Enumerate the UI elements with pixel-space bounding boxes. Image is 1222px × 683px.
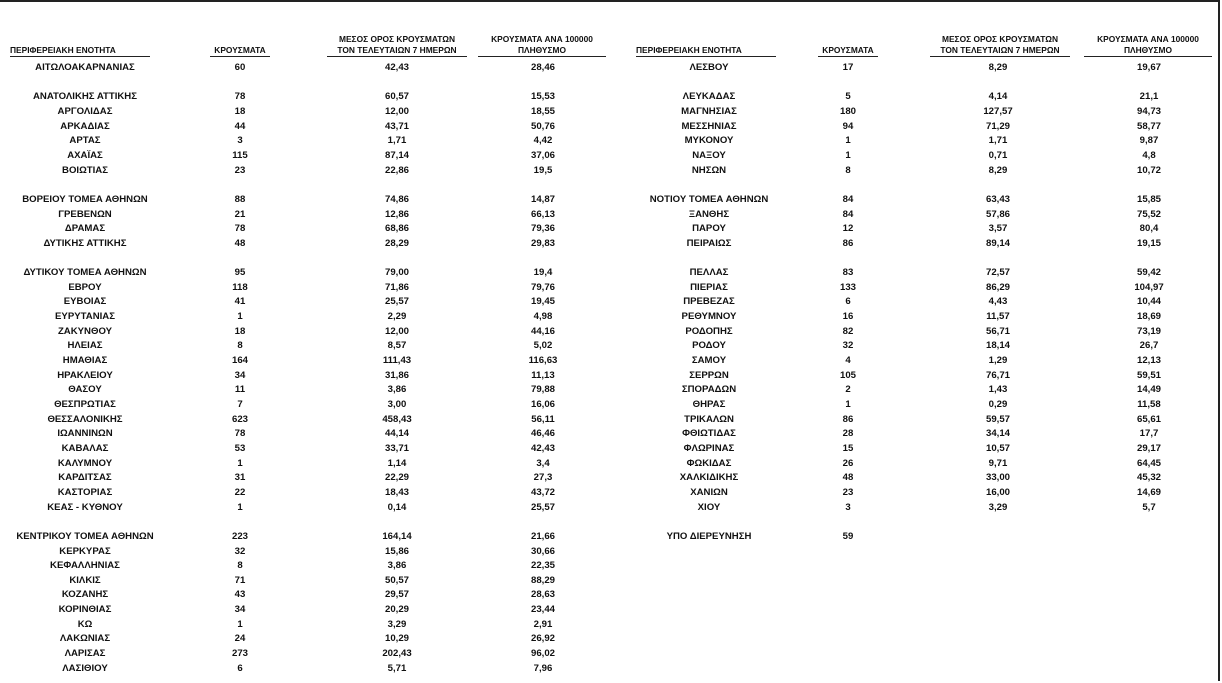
region-name-cell: ΡΟΔΟΥ bbox=[692, 340, 726, 352]
per100k-cell: 16,06 bbox=[530, 398, 555, 410]
avg-7day-cell: 12,00 bbox=[384, 106, 409, 117]
region-name-cell: ΚΕΝΤΡΙΚΟΥ ΤΟΜΕΑ ΑΘΗΝΩΝ bbox=[16, 530, 154, 542]
region-name-cell: ΚΕΑΣ - ΚΥΘΝΟΥ bbox=[47, 501, 123, 513]
avg-7day-cell: 0,71 bbox=[988, 149, 1008, 161]
cases-cell: 164 bbox=[231, 355, 248, 366]
per100k-cell: 14,49 bbox=[1136, 384, 1161, 396]
avg-7day-cell: 71,29 bbox=[985, 120, 1010, 132]
avg-7day-cell: 12,00 bbox=[384, 325, 409, 337]
region-name-cell: ΥΠΟ ΔΙΕΡΕΥΝΗΣΗ bbox=[666, 530, 752, 542]
region-name-cell: ΘΕΣΠΡΩΤΙΑΣ bbox=[54, 398, 116, 410]
avg-7day-cell: 29,57 bbox=[384, 589, 409, 601]
region-name-cell: ΑΙΤΩΛΟΑΚΑΡΝΑΝΙΑΣ bbox=[35, 62, 135, 73]
region-name-cell: ΚΟΖΑΝΗΣ bbox=[61, 589, 109, 601]
header-per100k-left-line2: ΠΛΗΘΥΣΜΟ bbox=[478, 45, 606, 57]
per100k-cell: 28,46 bbox=[530, 62, 555, 73]
avg-7day-cell: 10,29 bbox=[384, 633, 409, 645]
per100k-cell: 45,32 bbox=[1136, 472, 1161, 484]
per100k-cell: 21,1 bbox=[1139, 91, 1159, 103]
cases-cell: 118 bbox=[232, 281, 248, 293]
region-name-cell: ΛΑΚΩΝΙΑΣ bbox=[59, 633, 111, 645]
avg-7day-cell: 57,86 bbox=[985, 208, 1010, 220]
avg-7day-cell: 164,14 bbox=[382, 530, 412, 542]
per100k-cell: 21,66 bbox=[530, 530, 555, 542]
cases-cell: 21 bbox=[234, 208, 246, 220]
cases-cell: 11 bbox=[234, 384, 246, 396]
per100k-cell: 9,87 bbox=[1139, 135, 1159, 147]
region-name-cell: ΝΗΣΩΝ bbox=[691, 164, 727, 176]
region-name-cell: ΕΥΒΟΙΑΣ bbox=[63, 296, 107, 308]
region-name-cell: ΧΑΝΙΩΝ bbox=[690, 486, 728, 498]
per100k-cell: 58,77 bbox=[1136, 120, 1161, 132]
avg-7day-cell: 25,57 bbox=[384, 296, 409, 308]
cases-cell: 105 bbox=[839, 369, 856, 381]
avg-7day-cell: 111,43 bbox=[382, 355, 412, 366]
region-name-cell: ΔΡΑΜΑΣ bbox=[64, 223, 106, 235]
region-name-cell: ΜΕΣΣΗΝΙΑΣ bbox=[681, 120, 737, 132]
region-name-cell: ΦΛΩΡΙΝΑΣ bbox=[683, 442, 735, 454]
region-name-cell: ΚΑΒΑΛΑΣ bbox=[61, 442, 109, 454]
per100k-cell: 88,29 bbox=[530, 574, 555, 586]
cases-cell: 82 bbox=[842, 325, 854, 337]
avg-7day-cell: 56,71 bbox=[985, 325, 1010, 337]
cases-cell: 60 bbox=[234, 62, 246, 73]
avg-7day-cell: 28,29 bbox=[384, 237, 409, 249]
cases-cell: 41 bbox=[234, 296, 246, 308]
cases-cell: 1 bbox=[845, 398, 851, 410]
region-name-cell: ΞΑΝΘΗΣ bbox=[688, 208, 730, 220]
cases-cell: 59 bbox=[842, 530, 854, 542]
cases-cell: 43 bbox=[234, 589, 246, 601]
region-name-cell: ΘΑΣΟΥ bbox=[68, 384, 102, 396]
avg-7day-cell: 4,43 bbox=[988, 296, 1008, 308]
per100k-cell: 10,44 bbox=[1136, 296, 1161, 308]
avg-7day-cell: 1,71 bbox=[387, 135, 407, 147]
cases-cell: 78 bbox=[234, 223, 246, 235]
cases-cell: 1 bbox=[845, 149, 851, 161]
cases-cell: 12 bbox=[842, 223, 854, 235]
region-name-cell: ΕΒΡΟΥ bbox=[68, 281, 102, 293]
region-name-cell: ΗΡΑΚΛΕΙΟΥ bbox=[57, 369, 113, 381]
cases-cell: 2 bbox=[845, 384, 851, 396]
region-name-cell: ΔΥΤΙΚΟΥ ΤΟΜΕΑ ΑΘΗΝΩΝ bbox=[23, 267, 147, 279]
avg-7day-cell: 79,00 bbox=[384, 267, 409, 279]
per100k-cell: 3,4 bbox=[536, 457, 550, 469]
region-name-cell: ΙΩΑΝΝΙΝΩΝ bbox=[57, 428, 113, 440]
per100k-cell: 66,13 bbox=[530, 208, 555, 220]
cases-cell: 3 bbox=[845, 501, 851, 513]
avg-7day-cell: 8,57 bbox=[387, 340, 407, 352]
per100k-cell: 37,06 bbox=[530, 149, 555, 161]
per100k-cell: 42,43 bbox=[530, 442, 555, 454]
cases-cell: 3 bbox=[237, 135, 243, 147]
per100k-cell: 15,85 bbox=[1136, 193, 1161, 205]
per100k-cell: 75,52 bbox=[1136, 208, 1161, 220]
per100k-cell: 29,17 bbox=[1136, 442, 1161, 454]
cases-cell: 133 bbox=[839, 281, 856, 293]
per100k-cell: 46,46 bbox=[530, 428, 555, 440]
avg-7day-cell: 16,00 bbox=[985, 486, 1010, 498]
region-name-cell: ΚΙΛΚΙΣ bbox=[69, 574, 101, 586]
cases-cell: 273 bbox=[231, 648, 248, 659]
per100k-cell: 26,92 bbox=[530, 633, 555, 645]
region-name-cell: ΖΑΚΥΝΘΟΥ bbox=[57, 325, 113, 337]
header-per100k-right-line1: ΚΡΟΥΣΜΑΤΑ ΑΝΑ 100000 bbox=[1097, 34, 1199, 44]
avg-7day-cell: 87,14 bbox=[384, 149, 409, 161]
header-avg-left-line1: ΜΕΣΟΣ ΟΡΟΣ ΚΡΟΥΣΜΑΤΩΝ bbox=[338, 34, 455, 44]
avg-7day-cell: 127,57 bbox=[983, 106, 1013, 117]
header-per100k-right-line2: ΠΛΗΘΥΣΜΟ bbox=[1084, 45, 1212, 57]
region-name-cell: ΚΑΣΤΟΡΙΑΣ bbox=[57, 486, 113, 498]
cases-cell: 1 bbox=[845, 135, 851, 147]
cases-cell: 48 bbox=[234, 237, 246, 249]
per100k-cell: 15,53 bbox=[530, 91, 555, 103]
region-name-cell: ΡΕΘΥΜΝΟΥ bbox=[681, 311, 737, 323]
per100k-cell: 25,57 bbox=[530, 501, 555, 513]
cases-cell: 7 bbox=[237, 398, 243, 410]
region-name-cell: ΒΟΙΩΤΙΑΣ bbox=[62, 164, 108, 176]
cases-cell: 78 bbox=[234, 428, 246, 440]
avg-7day-cell: 3,86 bbox=[387, 384, 407, 396]
cases-cell: 28 bbox=[842, 428, 854, 440]
avg-7day-cell: 1,43 bbox=[988, 384, 1008, 396]
cases-cell: 86 bbox=[842, 237, 854, 249]
cases-cell: 223 bbox=[231, 530, 248, 542]
avg-7day-cell: 9,71 bbox=[988, 457, 1008, 469]
per100k-cell: 4,42 bbox=[533, 135, 553, 147]
cases-cell: 31 bbox=[234, 472, 246, 484]
cases-cell: 17 bbox=[842, 62, 854, 73]
region-name-cell: ΛΕΣΒΟΥ bbox=[689, 62, 729, 73]
per100k-cell: 79,76 bbox=[530, 281, 555, 293]
region-name-cell: ΛΕΥΚΑΔΑΣ bbox=[682, 91, 736, 103]
header-avg-left-line2: ΤΟΝ ΤΕΛΕΥΤΑΙΩΝ 7 ΗΜΕΡΩΝ bbox=[327, 45, 467, 57]
per100k-cell: 19,67 bbox=[1136, 62, 1161, 73]
cases-cell: 48 bbox=[842, 472, 854, 484]
per100k-cell: 17,7 bbox=[1139, 428, 1159, 440]
cases-cell: 16 bbox=[842, 311, 854, 323]
avg-7day-cell: 71,86 bbox=[384, 281, 409, 293]
cases-cell: 8 bbox=[237, 340, 243, 352]
region-name-cell: ΜΥΚΟΝΟΥ bbox=[684, 135, 734, 147]
avg-7day-cell: 86,29 bbox=[985, 281, 1010, 293]
avg-7day-cell: 4,14 bbox=[988, 91, 1008, 103]
per100k-cell: 96,02 bbox=[530, 648, 555, 659]
cases-cell: 44 bbox=[234, 120, 246, 132]
avg-7day-cell: 1,14 bbox=[387, 457, 407, 469]
per100k-cell: 11,58 bbox=[1137, 398, 1161, 410]
per100k-cell: 30,66 bbox=[530, 545, 555, 557]
avg-7day-cell: 20,29 bbox=[384, 604, 409, 616]
cases-cell: 34 bbox=[234, 604, 246, 616]
cases-cell: 88 bbox=[234, 193, 246, 205]
region-name-cell: ΧΑΛΚΙΔΙΚΗΣ bbox=[679, 472, 739, 484]
avg-7day-cell: 3,29 bbox=[387, 618, 407, 630]
avg-7day-cell: 34,14 bbox=[985, 428, 1010, 440]
per100k-cell: 116,63 bbox=[528, 355, 558, 366]
per100k-cell: 29,83 bbox=[530, 237, 555, 249]
per100k-cell: 19,4 bbox=[533, 267, 553, 279]
per100k-cell: 11,13 bbox=[531, 369, 555, 381]
cases-cell: 22 bbox=[234, 486, 246, 498]
header-avg-right-line1: ΜΕΣΟΣ ΟΡΟΣ ΚΡΟΥΣΜΑΤΩΝ bbox=[941, 34, 1058, 44]
avg-7day-cell: 18,14 bbox=[985, 340, 1010, 352]
region-name-cell: ΣΕΡΡΩΝ bbox=[689, 369, 729, 381]
region-name-cell: ΛΑΣΙΘΙΟΥ bbox=[62, 662, 108, 674]
region-name-cell: ΔΥΤΙΚΗΣ ΑΤΤΙΚΗΣ bbox=[43, 237, 127, 249]
avg-7day-cell: 5,71 bbox=[387, 662, 407, 674]
per100k-cell: 2,91 bbox=[533, 618, 553, 630]
per100k-cell: 18,55 bbox=[530, 106, 555, 117]
per100k-cell: 18,69 bbox=[1136, 311, 1161, 323]
cases-cell: 84 bbox=[842, 193, 854, 205]
avg-7day-cell: 44,14 bbox=[384, 428, 409, 440]
avg-7day-cell: 1,71 bbox=[988, 135, 1008, 147]
avg-7day-cell: 22,29 bbox=[384, 472, 409, 484]
cases-cell: 6 bbox=[845, 296, 851, 308]
region-name-cell: ΚΩ bbox=[77, 618, 93, 630]
region-name-cell: ΑΡΚΑΔΙΑΣ bbox=[60, 120, 110, 132]
region-name-cell: ΛΑΡΙΣΑΣ bbox=[64, 648, 106, 659]
header-region-left: ΠΕΡΙΦΕΡΕΙΑΚΗ ΕΝΟΤΗΤΑ bbox=[10, 45, 150, 57]
avg-7day-cell: 202,43 bbox=[382, 648, 412, 659]
cases-cell: 83 bbox=[842, 267, 854, 279]
region-name-cell: ΑΧΑΪΑΣ bbox=[67, 149, 103, 161]
per100k-cell: 43,72 bbox=[530, 486, 555, 498]
region-name-cell: ΓΡΕΒΕΝΩΝ bbox=[58, 208, 112, 220]
cases-cell: 623 bbox=[231, 413, 248, 425]
per100k-cell: 12,13 bbox=[1136, 355, 1161, 366]
cases-cell: 5 bbox=[845, 91, 851, 103]
region-name-cell: ΡΟΔΟΠΗΣ bbox=[685, 325, 733, 337]
cases-cell: 1 bbox=[237, 618, 243, 630]
region-name-cell: ΧΙΟΥ bbox=[697, 501, 721, 513]
avg-7day-cell: 0,14 bbox=[387, 501, 407, 513]
region-name-cell: ΜΑΓΝΗΣΙΑΣ bbox=[681, 106, 737, 117]
region-name-cell: ΦΩΚΙΔΑΣ bbox=[686, 457, 732, 469]
per100k-cell: 14,87 bbox=[530, 193, 555, 205]
cases-cell: 6 bbox=[237, 662, 243, 674]
avg-7day-cell: 63,43 bbox=[985, 193, 1010, 205]
avg-7day-cell: 3,86 bbox=[387, 560, 407, 572]
avg-7day-cell: 15,86 bbox=[384, 545, 409, 557]
cases-cell: 32 bbox=[842, 340, 854, 352]
per100k-cell: 19,15 bbox=[1136, 237, 1161, 249]
region-name-cell: ΗΛΕΙΑΣ bbox=[67, 340, 103, 352]
avg-7day-cell: 50,57 bbox=[384, 574, 409, 586]
avg-7day-cell: 59,57 bbox=[985, 413, 1010, 425]
avg-7day-cell: 11,57 bbox=[986, 311, 1010, 323]
avg-7day-cell: 12,86 bbox=[384, 208, 409, 220]
per100k-cell: 65,61 bbox=[1136, 413, 1161, 425]
avg-7day-cell: 2,29 bbox=[387, 311, 407, 323]
region-name-cell: ΚΕΡΚΥΡΑΣ bbox=[59, 545, 111, 557]
avg-7day-cell: 76,71 bbox=[985, 369, 1010, 381]
per100k-cell: 14,69 bbox=[1136, 486, 1161, 498]
avg-7day-cell: 8,29 bbox=[988, 62, 1008, 73]
avg-7day-cell: 458,43 bbox=[382, 413, 412, 425]
avg-7day-cell: 3,29 bbox=[988, 501, 1008, 513]
avg-7day-cell: 33,71 bbox=[384, 442, 409, 454]
cases-cell: 86 bbox=[842, 413, 854, 425]
avg-7day-cell: 8,29 bbox=[988, 164, 1008, 176]
cases-cell: 53 bbox=[234, 442, 246, 454]
region-name-cell: ΒΟΡΕΙΟΥ ΤΟΜΕΑ ΑΘΗΝΩΝ bbox=[22, 193, 148, 205]
cases-cell: 71 bbox=[234, 574, 246, 586]
header-cases-right: ΚΡΟΥΣΜΑΤΑ bbox=[818, 45, 878, 57]
avg-7day-cell: 74,86 bbox=[384, 193, 409, 205]
cases-cell: 8 bbox=[237, 560, 243, 572]
per100k-cell: 104,97 bbox=[1134, 281, 1164, 293]
avg-7day-cell: 0,29 bbox=[988, 398, 1008, 410]
region-name-cell: ΠΙΕΡΙΑΣ bbox=[690, 281, 728, 293]
per100k-cell: 79,88 bbox=[530, 384, 555, 396]
cases-cell: 18 bbox=[234, 106, 246, 117]
per100k-cell: 23,44 bbox=[530, 604, 555, 616]
per100k-cell: 4,8 bbox=[1142, 149, 1156, 161]
per100k-cell: 94,73 bbox=[1136, 106, 1161, 117]
per100k-cell: 27,3 bbox=[533, 472, 553, 484]
region-name-cell: ΚΑΡΔΙΤΣΑΣ bbox=[58, 472, 112, 484]
header-cases-left: ΚΡΟΥΣΜΑΤΑ bbox=[210, 45, 270, 57]
region-name-cell: ΣΠΟΡΑΔΩΝ bbox=[681, 384, 737, 396]
region-name-cell: ΚΕΦΑΛΛΗΝΙΑΣ bbox=[50, 560, 120, 572]
per100k-cell: 28,63 bbox=[530, 589, 555, 601]
avg-7day-cell: 10,57 bbox=[985, 442, 1010, 454]
per100k-cell: 73,19 bbox=[1136, 325, 1161, 337]
per100k-cell: 80,4 bbox=[1139, 223, 1159, 235]
per100k-cell: 59,42 bbox=[1136, 267, 1161, 279]
avg-7day-cell: 33,00 bbox=[985, 472, 1010, 484]
per100k-cell: 22,35 bbox=[530, 560, 555, 572]
cases-cell: 95 bbox=[234, 267, 246, 279]
cases-cell: 180 bbox=[839, 106, 856, 117]
region-name-cell: ΗΜΑΘΙΑΣ bbox=[62, 355, 108, 366]
avg-7day-cell: 42,43 bbox=[384, 62, 409, 73]
per100k-cell: 64,45 bbox=[1136, 457, 1161, 469]
per100k-cell: 10,72 bbox=[1136, 164, 1161, 176]
cases-cell: 23 bbox=[234, 164, 246, 176]
per100k-cell: 50,76 bbox=[530, 120, 555, 132]
per100k-cell: 5,02 bbox=[533, 340, 553, 352]
cases-cell: 32 bbox=[234, 545, 246, 557]
cases-cell: 1 bbox=[237, 457, 243, 469]
region-name-cell: ΠΕΛΛΑΣ bbox=[689, 267, 729, 279]
avg-7day-cell: 22,86 bbox=[384, 164, 409, 176]
header-per100k-left-line1: ΚΡΟΥΣΜΑΤΑ ΑΝΑ 100000 bbox=[491, 34, 593, 44]
region-name-cell: ΤΡΙΚΑΛΩΝ bbox=[684, 413, 734, 425]
avg-7day-cell: 1,29 bbox=[988, 355, 1008, 366]
region-name-cell: ΘΗΡΑΣ bbox=[692, 398, 726, 410]
cases-cell: 1 bbox=[237, 501, 243, 513]
region-name-cell: ΠΑΡΟΥ bbox=[692, 223, 726, 235]
region-name-cell: ΝΑΞΟΥ bbox=[692, 149, 726, 161]
per100k-cell: 19,45 bbox=[530, 296, 555, 308]
region-name-cell: ΝΟΤΙΟΥ ΤΟΜΕΑ ΑΘΗΝΩΝ bbox=[649, 193, 769, 205]
per100k-cell: 79,36 bbox=[530, 223, 555, 235]
cases-cell: 115 bbox=[232, 149, 248, 161]
avg-7day-cell: 3,57 bbox=[988, 223, 1008, 235]
per100k-cell: 7,96 bbox=[533, 662, 553, 674]
region-name-cell: ΚΟΡΙΝΘΙΑΣ bbox=[58, 604, 112, 616]
avg-7day-cell: 18,43 bbox=[384, 486, 409, 498]
per100k-cell: 19,5 bbox=[533, 164, 553, 176]
avg-7day-cell: 68,86 bbox=[384, 223, 409, 235]
per100k-cell: 56,11 bbox=[531, 413, 555, 425]
cases-cell: 24 bbox=[234, 633, 246, 645]
avg-7day-cell: 43,71 bbox=[384, 120, 409, 132]
region-name-cell: ΦΘΙΩΤΙΔΑΣ bbox=[682, 428, 736, 440]
cases-cell: 8 bbox=[845, 164, 851, 176]
per100k-cell: 44,16 bbox=[530, 325, 555, 337]
avg-7day-cell: 60,57 bbox=[384, 91, 409, 103]
cases-cell: 4 bbox=[845, 355, 851, 366]
per100k-cell: 5,7 bbox=[1142, 501, 1156, 513]
cases-cell: 94 bbox=[842, 120, 854, 132]
cases-cell: 15 bbox=[842, 442, 854, 454]
cases-cell: 18 bbox=[234, 325, 246, 337]
per100k-cell: 4,98 bbox=[533, 311, 553, 323]
cases-cell: 26 bbox=[842, 457, 854, 469]
region-name-cell: ΑΡΓΟΛΙΔΑΣ bbox=[57, 106, 113, 117]
region-name-cell: ΑΡΤΑΣ bbox=[69, 135, 101, 147]
avg-7day-cell: 31,86 bbox=[384, 369, 409, 381]
avg-7day-cell: 3,00 bbox=[387, 398, 407, 410]
per100k-cell: 26,7 bbox=[1139, 340, 1159, 352]
cases-cell: 1 bbox=[237, 311, 243, 323]
avg-7day-cell: 89,14 bbox=[985, 237, 1010, 249]
region-name-cell: ΑΝΑΤΟΛΙΚΗΣ ΑΤΤΙΚΗΣ bbox=[33, 91, 137, 103]
cases-cell: 34 bbox=[234, 369, 246, 381]
region-name-cell: ΣΑΜΟΥ bbox=[691, 355, 727, 366]
cases-cell: 78 bbox=[234, 91, 246, 103]
region-name-cell: ΠΕΙΡΑΙΩΣ bbox=[686, 237, 732, 249]
region-name-cell: ΕΥΡΥΤΑΝΙΑΣ bbox=[55, 311, 115, 323]
cases-cell: 84 bbox=[842, 208, 854, 220]
region-name-cell: ΠΡΕΒΕΖΑΣ bbox=[683, 296, 735, 308]
region-name-cell: ΘΕΣΣΑΛΟΝΙΚΗΣ bbox=[47, 413, 123, 425]
avg-7day-cell: 72,57 bbox=[985, 267, 1010, 279]
header-region-right: ΠΕΡΙΦΕΡΕΙΑΚΗ ΕΝΟΤΗΤΑ bbox=[636, 45, 776, 57]
per100k-cell: 59,51 bbox=[1136, 369, 1161, 381]
region-name-cell: ΚΑΛΥΜΝΟΥ bbox=[57, 457, 113, 469]
cases-cell: 23 bbox=[842, 486, 854, 498]
header-avg-right-line2: ΤΟΝ ΤΕΛΕΥΤΑΙΩΝ 7 ΗΜΕΡΩΝ bbox=[930, 45, 1070, 57]
